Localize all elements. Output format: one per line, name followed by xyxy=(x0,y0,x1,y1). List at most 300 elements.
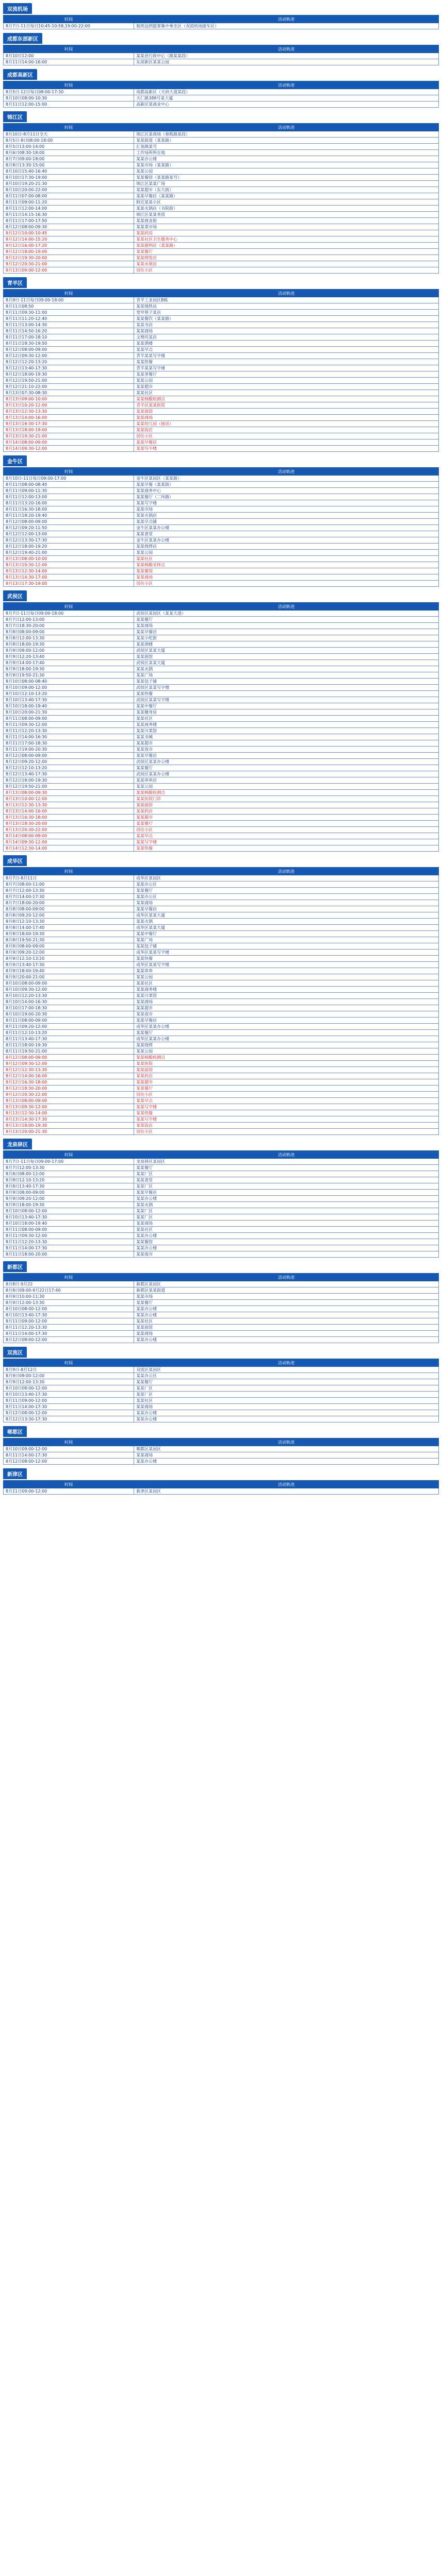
cell-time: 8月9日14:00-17:40 xyxy=(4,660,134,666)
cell-time: 8月12日20:30-22:00 xyxy=(4,1092,134,1098)
table-row xyxy=(4,482,439,488)
cell-place: 某某社区卫生服务中心 xyxy=(134,236,439,243)
cell-time: 8月8日13:30-15:00 xyxy=(4,162,134,168)
table-row xyxy=(4,378,439,384)
cell-place: 某某办公楼 xyxy=(134,1410,439,1416)
cell-time: 8月13日07:30-08:30 xyxy=(4,390,134,396)
table-row xyxy=(4,1079,439,1086)
cell-place: 某某办公楼 xyxy=(134,1312,439,1318)
table-row xyxy=(4,1331,439,1337)
cell-time: 8月9日12:00-13:30 xyxy=(4,1300,134,1306)
cell-place: 某某面馆 xyxy=(134,654,439,660)
cell-place: 某某公园 xyxy=(134,550,439,556)
table-row xyxy=(4,1214,439,1221)
header-time: 时间 xyxy=(4,1359,134,1367)
table-row xyxy=(4,488,439,494)
cell-place: 某某办公楼 xyxy=(134,1245,439,1251)
table-row xyxy=(4,1459,439,1465)
section-xinjin xyxy=(3,1468,439,1495)
table-row xyxy=(4,685,439,691)
table-row xyxy=(4,888,439,894)
table-row xyxy=(4,261,439,267)
table-row xyxy=(4,709,439,716)
cell-time: 8月7日-11日每日09:00-18:00 xyxy=(4,611,134,617)
cell-place: 某某商场 xyxy=(134,999,439,1005)
table-row xyxy=(4,1410,439,1416)
cell-place: 某某办公楼 xyxy=(134,156,439,162)
table-row xyxy=(4,396,439,402)
cell-place: 某某书店 xyxy=(134,322,439,328)
cell-place: 某某餐馆（某某路某号） xyxy=(134,175,439,181)
cell-time: 8月10日20:00-22:00 xyxy=(4,187,134,193)
cell-place: 某某县行政中心（路某某段） xyxy=(134,53,439,59)
table-row xyxy=(4,703,439,709)
table-row xyxy=(4,23,439,29)
cell-place: 武侯区某某大厦 xyxy=(134,648,439,654)
cell-time: 8月9日13:40-17:30 xyxy=(4,962,134,968)
table-row xyxy=(4,722,439,728)
cell-place: 成华区某某写字楼 xyxy=(134,950,439,956)
table-header-row xyxy=(4,290,439,297)
cell-place: 某某公园 xyxy=(134,1048,439,1055)
cell-time: 8月11日17:00-18:30 xyxy=(4,740,134,747)
table-row xyxy=(4,1042,439,1048)
cell-time: 8月7日18:30-20:00 xyxy=(4,623,134,629)
cell-time: 8月6日08:30-18:00 xyxy=(4,150,134,156)
table-row xyxy=(4,906,439,912)
cell-time: 8月13日09:00-12:00 xyxy=(4,267,134,274)
cell-time: 8月12日18:00-19:30 xyxy=(4,371,134,378)
table-row xyxy=(4,476,439,482)
table-row xyxy=(4,728,439,734)
cell-time: 8月12日08:00-09:00 xyxy=(4,753,134,759)
table-row xyxy=(4,777,439,784)
table-row xyxy=(4,1048,439,1055)
cell-time: 8月12日14:00-15:20 xyxy=(4,236,134,243)
table-row xyxy=(4,1318,439,1325)
table-row xyxy=(4,1183,439,1190)
table-row xyxy=(4,519,439,525)
cell-place: 成华区某园区 xyxy=(134,875,439,882)
cell-place: 某某社区 xyxy=(134,1398,439,1404)
cell-place: 武侯区某某办公楼 xyxy=(134,759,439,765)
header-place: 活动轨迹 xyxy=(134,15,439,23)
table-row xyxy=(4,672,439,679)
cell-time: 8月10日17:30-19:00 xyxy=(4,175,134,181)
cell-time: 8月11日08:00-09:00 xyxy=(4,716,134,722)
cell-time: 8月11日14:00-16:00 xyxy=(4,59,134,65)
cell-place: 某某食堂 xyxy=(134,1177,439,1183)
table-row xyxy=(4,808,439,815)
cell-time: 8月8日13:40-17:30 xyxy=(4,1183,134,1190)
trajectory-table xyxy=(3,467,439,587)
table-row xyxy=(4,1337,439,1343)
table-row xyxy=(4,827,439,833)
trajectory-table xyxy=(3,45,439,65)
cell-time: 8月12日12:10-13:20 xyxy=(4,765,134,771)
cell-time: 8月8日09:00-9月22日17:40 xyxy=(4,1287,134,1294)
cell-place: 青羊某某写字楼 xyxy=(134,353,439,359)
section-title: 成都高新区 xyxy=(3,69,37,80)
cell-place: 某某市场 xyxy=(134,506,439,513)
header-place: 活动轨迹 xyxy=(134,868,439,875)
cell-place: 居住小区 xyxy=(134,827,439,833)
section-title: 金牛区 xyxy=(3,455,27,466)
table-row xyxy=(4,999,439,1005)
cell-time: 8月13日20:00-21:30 xyxy=(4,1129,134,1135)
table-row xyxy=(4,297,439,303)
cell-time: 8月5日-8日08:00-18:00 xyxy=(4,138,134,144)
section-title: 新津区 xyxy=(3,1468,27,1479)
table-row xyxy=(4,525,439,531)
cell-place: 某某社区 xyxy=(134,980,439,987)
section-title: 锦江区 xyxy=(3,111,27,122)
cell-place: 某某早餐店 xyxy=(134,439,439,446)
cell-time: 8月13日12:30-13:30 xyxy=(4,802,134,808)
table-row xyxy=(4,1202,439,1208)
table-row xyxy=(4,230,439,236)
cell-time: 8月7日-11日每日10:45-10:58,19:00-22:00 xyxy=(4,23,134,29)
cell-time: 8月11日12:20-13:30 xyxy=(4,1325,134,1331)
section-gaoxin xyxy=(3,69,439,108)
cell-place: 某某饭店 xyxy=(134,427,439,433)
cell-time: 8月9日18:00-19:30 xyxy=(4,666,134,672)
cell-place: 某某超市 xyxy=(134,384,439,390)
cell-place: 新都区某园区 xyxy=(134,1281,439,1287)
cell-time: 8月13日16:30-17:30 xyxy=(4,421,134,427)
cell-time: 8月8日-9月22 xyxy=(4,1281,134,1287)
trajectory-table xyxy=(3,1359,439,1422)
cell-time: 8月12日08:00-12:00 xyxy=(4,1337,134,1343)
table-row xyxy=(4,1055,439,1061)
cell-place: 武侯区某园区（某某大道） xyxy=(134,611,439,617)
table-row xyxy=(4,980,439,987)
cell-time: 8月13日09:30-12:00 xyxy=(4,1104,134,1110)
cell-place: 某某早餐（某某街） xyxy=(134,482,439,488)
table-row xyxy=(4,1300,439,1306)
table-row xyxy=(4,894,439,900)
cell-time: 8月11日09:00-12:00 xyxy=(4,1398,134,1404)
cell-time: 8月11日14:00-17:30 xyxy=(4,1404,134,1410)
trajectory-table xyxy=(3,1480,439,1495)
cell-time: 8月13日10:00-12:00 xyxy=(4,796,134,802)
table-row xyxy=(4,500,439,506)
header-place: 活动轨迹 xyxy=(134,1274,439,1281)
cell-time: 8月12日18:00-19:00 xyxy=(4,249,134,255)
cell-place: 居住小区 xyxy=(134,1092,439,1098)
table-row xyxy=(4,1281,439,1287)
table-row xyxy=(4,1488,439,1495)
cell-time: 8月10日08:00-09:00 xyxy=(4,980,134,987)
cell-place: 某某餐饮（某某路） xyxy=(134,316,439,322)
header-place: 活动轨迹 xyxy=(134,124,439,131)
table-row xyxy=(4,206,439,212)
cell-place: 某某办公楼 xyxy=(134,1306,439,1312)
cell-place: 某某便利店（某某路） xyxy=(134,243,439,249)
cell-time: 8月12日19:30-20:00 xyxy=(4,255,134,261)
table-row xyxy=(4,537,439,544)
cell-place: 成都高新区（天府大道某段） xyxy=(134,89,439,95)
cell-place: 某某餐厅 xyxy=(134,1030,439,1036)
table-row xyxy=(4,697,439,703)
table-row xyxy=(4,193,439,199)
header-time: 时间 xyxy=(4,15,134,23)
table-row xyxy=(4,648,439,654)
table-row xyxy=(4,359,439,365)
cell-place: 某某餐馆 xyxy=(134,568,439,574)
table-row xyxy=(4,574,439,581)
table-row xyxy=(4,328,439,334)
table-row xyxy=(4,629,439,635)
cell-time: 8月12日20:30-21:00 xyxy=(4,261,134,267)
cell-place: 锦江区某某茶馆 xyxy=(134,212,439,218)
cell-time: 8月11日16:30-18:00 xyxy=(4,506,134,513)
cell-time: 8月10日18:00-19:40 xyxy=(4,703,134,709)
table-row xyxy=(4,1116,439,1123)
table-row xyxy=(4,1190,439,1196)
cell-place: 金牛区某某办公楼 xyxy=(134,537,439,544)
cell-place: 某某酒楼 xyxy=(134,341,439,347)
cell-place: 某某写字楼 xyxy=(134,839,439,845)
cell-time: 8月14日09:30-12:00 xyxy=(4,839,134,845)
cell-time: 8月7日09:00-18:00 xyxy=(4,156,134,162)
cell-place: 某某快餐 xyxy=(134,956,439,962)
cell-time: 8月8日09:20-12:00 xyxy=(4,912,134,919)
cell-place: 某某理发店 xyxy=(134,255,439,261)
table-row xyxy=(4,243,439,249)
cell-time: 8月9日20:00-21:00 xyxy=(4,974,134,980)
table-row xyxy=(4,1208,439,1214)
cell-place: 某某菜市场 xyxy=(134,224,439,230)
cell-place: 某某烧烤 xyxy=(134,1042,439,1048)
cell-place: 某某早餐店 xyxy=(134,753,439,759)
table-row xyxy=(4,1398,439,1404)
cell-place: 某某饭店 xyxy=(134,1123,439,1129)
header-time: 时间 xyxy=(4,290,134,297)
header-time: 时间 xyxy=(4,603,134,611)
section-title: 新都区 xyxy=(3,1261,27,1272)
table-row xyxy=(4,150,439,156)
cell-place: 某某广场 xyxy=(134,672,439,679)
cell-time: 8月7日12:00-13:00 xyxy=(4,617,134,623)
cell-time: 8月10日09:00-12:00 xyxy=(4,1446,134,1452)
table-row xyxy=(4,59,439,65)
table-row xyxy=(4,1123,439,1129)
cell-place: 金牛区某某办公楼 xyxy=(134,525,439,531)
cell-place: 某某串串店 xyxy=(134,777,439,784)
table-row xyxy=(4,1287,439,1294)
table-row xyxy=(4,341,439,347)
cell-time: 8月12日08:00-09:00 xyxy=(4,519,134,525)
table-row xyxy=(4,962,439,968)
cell-place: 某某书城 xyxy=(134,734,439,740)
table-row xyxy=(4,1221,439,1227)
cell-time: 8月11日09:30-11:00 xyxy=(4,310,134,316)
cell-place: 某某火锅 xyxy=(134,1202,439,1208)
cell-place: 某某健身房 xyxy=(134,709,439,716)
cell-time: 8月10日09:00-12:00 xyxy=(4,685,134,691)
table-row xyxy=(4,513,439,519)
cell-time: 8月7日-11日每日09:00-17:00 xyxy=(4,1159,134,1165)
cell-time: 8月11日17:00-18:10 xyxy=(4,334,134,341)
cell-place: 某某医院 xyxy=(134,1061,439,1067)
cell-place: 某某餐厅 xyxy=(134,1086,439,1092)
header-time: 时间 xyxy=(4,868,134,875)
table-row xyxy=(4,212,439,218)
cell-place: 某某公园 xyxy=(134,974,439,980)
table-row xyxy=(4,691,439,697)
cell-time: 8月13日08:00-09:00 xyxy=(4,1098,134,1104)
table-row xyxy=(4,168,439,175)
cell-time: 8月13日17:30-19:00 xyxy=(4,581,134,587)
cell-time: 8月9日12:00-13:30 xyxy=(4,1379,134,1385)
cell-time: 8月11日09:00-12:00 xyxy=(4,1488,134,1495)
section-title: 青羊区 xyxy=(3,277,27,288)
table-row xyxy=(4,784,439,790)
header-time: 时间 xyxy=(4,468,134,476)
header-place: 活动轨迹 xyxy=(134,1481,439,1488)
cell-time: 8月11日19:00-20:30 xyxy=(4,747,134,753)
cell-time: 8月9日18:00-19:40 xyxy=(4,968,134,974)
table-row xyxy=(4,415,439,421)
cell-time: 8月10日08:00-12:00 xyxy=(4,1208,134,1214)
cell-time: 8月12日16:00-17:20 xyxy=(4,243,134,249)
table-row xyxy=(4,433,439,439)
cell-time: 8月12日19:50-21:00 xyxy=(4,378,134,384)
cell-place: 某某办公区 xyxy=(134,882,439,888)
table-row xyxy=(4,550,439,556)
cell-place: 某某药店 xyxy=(134,1073,439,1079)
cell-time: 8月11日08:00-08:40 xyxy=(4,482,134,488)
cell-place: 某某办公楼 xyxy=(134,1196,439,1202)
cell-place: 某某快餐 xyxy=(134,359,439,365)
cell-place: 锦江区某商场（春熙路某段） xyxy=(134,131,439,138)
cell-time: 8月13日12:30-13:30 xyxy=(4,409,134,415)
header-time: 时间 xyxy=(4,45,134,53)
table-row xyxy=(4,402,439,409)
cell-place: 某某餐厅 xyxy=(134,1300,439,1306)
cell-time: 8月13日10:30-12:00 xyxy=(4,562,134,568)
table-row xyxy=(4,1104,439,1110)
table-header-row xyxy=(4,15,439,23)
header-time: 时间 xyxy=(4,81,134,89)
table-row xyxy=(4,255,439,261)
cell-place: 工作场所所在地 xyxy=(134,150,439,156)
table-row xyxy=(4,833,439,839)
cell-place: 某某早餐店 xyxy=(134,629,439,635)
cell-time: 8月7日14:00-17:30 xyxy=(4,894,134,900)
table-row xyxy=(4,759,439,765)
cell-time: 8月9日09:00-12:00 xyxy=(4,1373,134,1379)
table-row xyxy=(4,1385,439,1392)
cell-place: 成华区某某大厦 xyxy=(134,925,439,931)
table-row xyxy=(4,1005,439,1011)
cell-time: 8月13日09:00-10:00 xyxy=(4,396,134,402)
cell-place: 某某广场 xyxy=(134,937,439,943)
cell-place: 某某公园 xyxy=(134,378,439,384)
cell-time: 8月11日12:00-15:00 xyxy=(4,101,134,108)
cell-place: 某某社区 xyxy=(134,390,439,396)
cell-place: 某某商务楼 xyxy=(134,722,439,728)
cell-time: 8月11日08:50 xyxy=(4,303,134,310)
cell-time: 8月11日09:30-12:00 xyxy=(4,1233,134,1239)
table-row xyxy=(4,1392,439,1398)
cell-place: 高新区某商业中心 xyxy=(134,101,439,108)
cell-place: 附近某某小区 xyxy=(134,199,439,206)
cell-place: 新都区某某街道 xyxy=(134,1287,439,1294)
cell-place: 某某餐厅 xyxy=(134,249,439,255)
cell-time: 8月12日09:30-12:00 xyxy=(4,353,134,359)
cell-time: 8月11日18:00-20:00 xyxy=(4,1251,134,1258)
cell-place: 某某超市 xyxy=(134,1079,439,1086)
cell-place: 某某幼儿园（接送） xyxy=(134,421,439,427)
table-row xyxy=(4,654,439,660)
cell-time: 8月7日-8月11日 xyxy=(4,875,134,882)
cell-place: 青羊工业园区B栋 xyxy=(134,297,439,303)
cell-place: 某某水果店 xyxy=(134,261,439,267)
cell-time: 8月12日13:30-17:30 xyxy=(4,1416,134,1422)
cell-time: 8月12日12:00-13:00 xyxy=(4,531,134,537)
header-time: 时间 xyxy=(4,1481,134,1488)
cell-time: 8月13日14:30-17:00 xyxy=(4,574,134,581)
trajectory-table xyxy=(3,1273,439,1343)
cell-time: 8月12日13:40-17:30 xyxy=(4,365,134,371)
cell-time: 8月11日14:00-17:30 xyxy=(4,1245,134,1251)
table-row xyxy=(4,1110,439,1116)
cell-place: 某某早餐店 xyxy=(134,1018,439,1024)
cell-place: 某某核酸采样点 xyxy=(134,562,439,568)
cell-time: 8月10日13:40-17:30 xyxy=(4,1214,134,1221)
cell-time: 8月10日12:20-13:30 xyxy=(4,993,134,999)
cell-time: 8月12日13:40-17:30 xyxy=(4,771,134,777)
table-header-row xyxy=(4,1481,439,1488)
table-row xyxy=(4,1086,439,1092)
cell-time: 8月11日14:50-16:20 xyxy=(4,328,134,334)
table-row xyxy=(4,224,439,230)
cell-place: 某某包子铺 xyxy=(134,943,439,950)
cell-time: 8月11日09:00-11:30 xyxy=(4,488,134,494)
cell-time: 8月10日-11日每日09:00-17:00 xyxy=(4,476,134,482)
trajectory-table xyxy=(3,123,439,274)
cell-place: 某某商场 xyxy=(134,328,439,334)
cell-time: 8月8日19:50-21:30 xyxy=(4,937,134,943)
table-row xyxy=(4,365,439,371)
table-row xyxy=(4,316,439,322)
table-row xyxy=(4,1018,439,1024)
cell-place: 金牛区某园区（某某路） xyxy=(134,476,439,482)
cell-time: 8月11日18:30-19:50 xyxy=(4,341,134,347)
cell-place: 新津区某园区 xyxy=(134,1488,439,1495)
cell-place: 武侯区某某写字楼 xyxy=(134,685,439,691)
table-row xyxy=(4,716,439,722)
header-place: 活动轨迹 xyxy=(134,1359,439,1367)
header-place: 活动轨迹 xyxy=(134,603,439,611)
cell-place: 某某早点 xyxy=(134,833,439,839)
table-row xyxy=(4,611,439,617)
table-row xyxy=(4,1196,439,1202)
cell-time: 8月11日09:00-12:00 xyxy=(4,1318,134,1325)
cell-time: 8月13日14:00-16:00 xyxy=(4,415,134,421)
section-pidu xyxy=(3,1426,439,1465)
cell-place: 成华区某某办公楼 xyxy=(134,1024,439,1030)
cell-place: 某某商场 xyxy=(134,900,439,906)
table-row xyxy=(4,1011,439,1018)
table-row xyxy=(4,322,439,328)
table-row xyxy=(4,1312,439,1318)
table-row xyxy=(4,236,439,243)
table-row xyxy=(4,310,439,316)
table-row xyxy=(4,531,439,537)
